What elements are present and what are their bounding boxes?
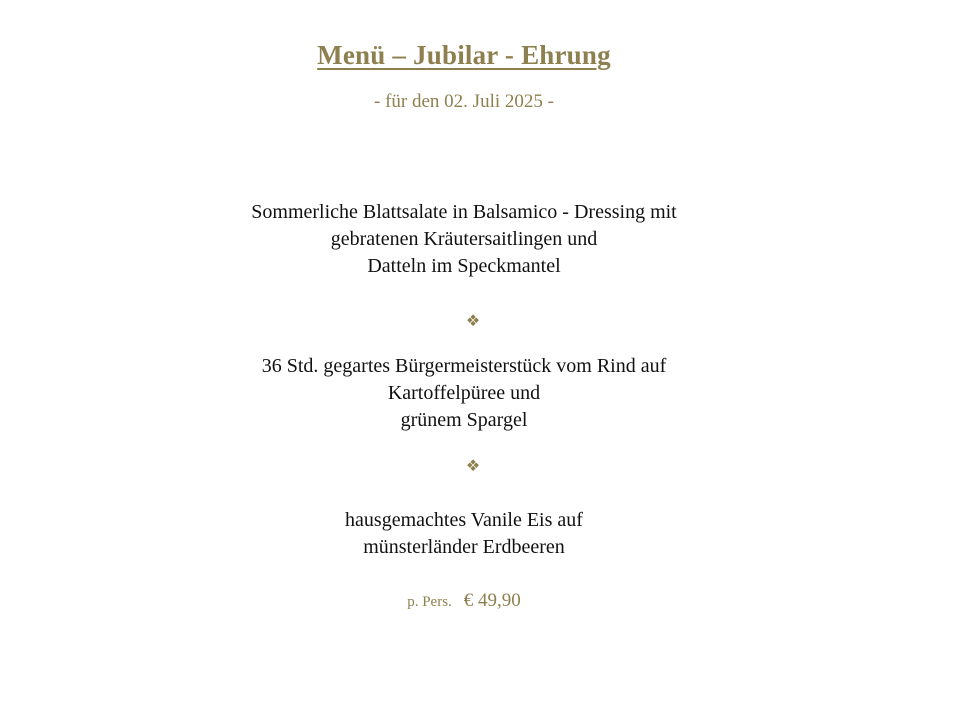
course-dessert-line: hausgemachtes Vanile Eis auf [345, 509, 583, 531]
course-main-line: grünem Spargel [400, 409, 528, 431]
course-main-line: 36 Std. gegartes Bürgermeisterstück vom Rind auf [261, 355, 667, 377]
price-line [0, 590, 928, 612]
price-amount: € 49,90 [463, 590, 521, 611]
menu-date: - für den 02. Juli 2025 - [374, 91, 554, 112]
ornament-divider-icon: ❖ [465, 456, 481, 475]
course-starter [0, 199, 928, 280]
course-starter-line: gebratenen Kräutersaitlingen und [330, 228, 598, 250]
course-main [0, 353, 928, 434]
course-dessert [0, 507, 928, 561]
menu-title: Menü – Jubilar - Ehrung [317, 40, 611, 70]
course-starter-line: Datteln im Speckmantel [367, 255, 561, 277]
course-main-line: Kartoffelpüree und [387, 382, 541, 404]
price-per-person-label: p. Pers. [407, 594, 452, 610]
course-dessert-line: münsterländer Erdbeeren [363, 536, 565, 558]
course-starter-line: Sommerliche Blattsalate in Balsamico - Dressing mit [251, 201, 677, 223]
ornament-divider-icon: ❖ [465, 311, 481, 330]
